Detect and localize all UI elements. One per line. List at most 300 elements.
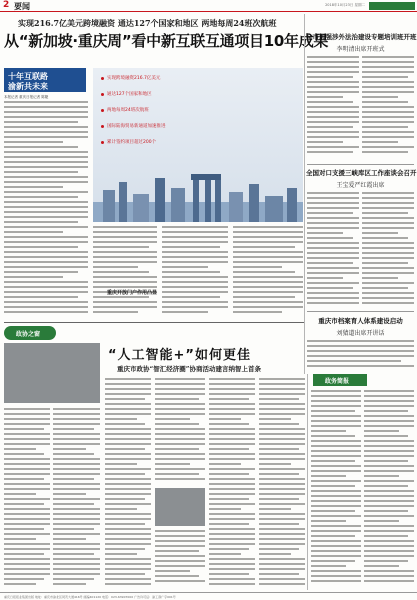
body-text-line bbox=[307, 277, 343, 279]
body-text-line bbox=[364, 525, 414, 527]
body-text-line bbox=[209, 393, 255, 395]
body-text-line bbox=[4, 443, 50, 445]
body-text-line bbox=[311, 460, 355, 462]
body-text-line bbox=[105, 448, 145, 450]
body-text-line bbox=[259, 448, 299, 450]
body-text-line bbox=[4, 508, 50, 510]
body-text-line bbox=[233, 276, 303, 278]
body-text-line bbox=[364, 520, 399, 522]
body-text-line bbox=[93, 271, 149, 273]
body-text-line bbox=[4, 458, 50, 460]
body-text-line bbox=[162, 276, 228, 278]
body-text-line bbox=[53, 533, 100, 535]
body-text-line bbox=[259, 478, 305, 480]
banner-line2: 渝新共未来 bbox=[8, 82, 48, 91]
body-text-line bbox=[307, 146, 359, 148]
lead-body-col3 bbox=[162, 226, 228, 320]
body-text-line bbox=[105, 468, 151, 470]
body-text-line bbox=[105, 453, 151, 455]
bottom-subtitle: 重庆市政协“智汇经济圈”协商活动建言纳智上首条 bbox=[117, 365, 261, 373]
body-text-line bbox=[364, 410, 408, 412]
body-text-line bbox=[162, 246, 220, 248]
body-text-line bbox=[53, 408, 100, 410]
body-text-line bbox=[362, 227, 414, 229]
body-text-line bbox=[4, 533, 50, 535]
body-text-line bbox=[362, 91, 414, 93]
body-text-line bbox=[362, 141, 398, 143]
body-text-line bbox=[155, 560, 205, 562]
body-text-line bbox=[155, 413, 205, 415]
body-text-line bbox=[311, 505, 361, 507]
body-text-line bbox=[307, 267, 359, 269]
body-text-line bbox=[311, 525, 361, 527]
body-text-line bbox=[307, 232, 343, 234]
body-text-line bbox=[307, 217, 359, 219]
body-text-line bbox=[209, 448, 249, 450]
body-text-line bbox=[53, 578, 94, 580]
body-text-line bbox=[4, 271, 78, 273]
body-text-line bbox=[209, 573, 249, 575]
body-text-line bbox=[259, 453, 305, 455]
body-text-line bbox=[364, 405, 414, 407]
body-text-line bbox=[155, 403, 205, 405]
body-text-line bbox=[364, 460, 408, 462]
body-text-line bbox=[311, 550, 361, 552]
body-text-line bbox=[4, 226, 88, 228]
body-text-line bbox=[162, 271, 220, 273]
body-text-line bbox=[162, 311, 208, 313]
body-text-line bbox=[307, 252, 359, 254]
body-text-line bbox=[259, 558, 305, 560]
body-text-line bbox=[307, 121, 359, 123]
info-item-1: 实现跨境融资216.7亿美元 bbox=[107, 76, 161, 81]
body-text-line bbox=[259, 433, 305, 435]
body-text-line bbox=[155, 453, 205, 455]
body-text-line bbox=[364, 395, 414, 397]
body-text-line bbox=[155, 575, 199, 577]
body-text-line bbox=[4, 256, 88, 258]
body-text-line bbox=[4, 311, 88, 313]
body-text-line bbox=[362, 267, 414, 269]
body-text-line bbox=[162, 266, 208, 268]
body-text-line bbox=[4, 558, 50, 560]
body-text-line bbox=[105, 393, 151, 395]
body-text-line bbox=[105, 423, 145, 425]
body-text-line bbox=[209, 518, 255, 520]
body-text-line bbox=[93, 306, 157, 308]
info-item-5: 累计签约项目超过200个 bbox=[107, 140, 157, 145]
body-text-line bbox=[311, 420, 361, 422]
body-text-line bbox=[162, 281, 228, 283]
body-text-line bbox=[362, 61, 414, 63]
body-text-line bbox=[4, 136, 88, 138]
body-text-line bbox=[311, 410, 355, 412]
body-text-line bbox=[362, 297, 414, 299]
body-text-line bbox=[307, 66, 359, 68]
body-text-line bbox=[53, 553, 94, 555]
body-text-line bbox=[233, 296, 295, 298]
body-text-line bbox=[307, 257, 359, 259]
body-text-line bbox=[53, 463, 100, 465]
body-text-line bbox=[105, 428, 151, 430]
body-text-line bbox=[93, 236, 157, 238]
body-text-line bbox=[259, 488, 305, 490]
body-text-line bbox=[162, 286, 228, 288]
body-text-line bbox=[155, 398, 199, 400]
body-text-line bbox=[364, 470, 414, 472]
body-text-line bbox=[4, 453, 44, 455]
bottom-body-col2 bbox=[53, 408, 100, 588]
body-text-line bbox=[311, 530, 361, 532]
section-divider bbox=[4, 322, 304, 323]
body-text-line bbox=[162, 251, 228, 253]
body-text-line bbox=[259, 423, 299, 425]
body-text-line bbox=[362, 106, 414, 108]
body-text-line bbox=[105, 483, 151, 485]
body-text-line bbox=[4, 548, 50, 550]
gov-brief-col2 bbox=[364, 390, 414, 588]
body-text-line bbox=[307, 292, 359, 294]
body-text-line bbox=[4, 191, 88, 193]
body-text-line bbox=[364, 560, 408, 562]
body-text-line bbox=[4, 493, 36, 495]
right-story1-body-a bbox=[307, 56, 359, 160]
body-text-line bbox=[155, 540, 205, 542]
body-text-line bbox=[209, 578, 255, 580]
body-text-line bbox=[162, 296, 220, 298]
body-text-line bbox=[209, 418, 241, 420]
body-text-line bbox=[364, 475, 399, 477]
body-text-line bbox=[259, 428, 305, 430]
body-text-line bbox=[209, 523, 249, 525]
body-text-line bbox=[155, 463, 190, 465]
body-text-line bbox=[311, 440, 361, 442]
body-text-line bbox=[155, 423, 199, 425]
body-text-line bbox=[259, 543, 305, 545]
gov-brief-badge bbox=[313, 374, 367, 386]
body-text-line bbox=[4, 151, 88, 153]
body-text-line bbox=[233, 241, 303, 243]
lead-body-col2 bbox=[93, 226, 157, 320]
body-text-line bbox=[209, 403, 255, 405]
body-text-line bbox=[105, 478, 151, 480]
banner-line1: 十年互联路 bbox=[8, 72, 48, 81]
body-text-line bbox=[209, 398, 249, 400]
lead-kicker: 实现216.7亿美元跨境融资 通达127个国家和地区 两地每周24班次航班 bbox=[18, 18, 277, 28]
body-text-line bbox=[155, 535, 205, 537]
body-text-line bbox=[362, 126, 408, 128]
body-text-line bbox=[4, 241, 88, 243]
body-text-line bbox=[93, 301, 157, 303]
body-text-line bbox=[209, 468, 255, 470]
body-text-line bbox=[307, 207, 359, 209]
body-text-line bbox=[4, 231, 63, 233]
body-text-line bbox=[364, 570, 414, 572]
body-text-line bbox=[362, 101, 408, 103]
body-text-line bbox=[4, 523, 50, 525]
body-text-line bbox=[364, 430, 399, 432]
body-text-line bbox=[362, 292, 414, 294]
body-text-line bbox=[307, 131, 359, 133]
body-text-line bbox=[209, 563, 255, 565]
page-footer bbox=[0, 592, 417, 600]
body-text-line bbox=[53, 523, 100, 525]
body-text-line bbox=[155, 448, 199, 450]
body-text-line bbox=[4, 106, 88, 108]
body-text-line bbox=[155, 408, 205, 410]
body-text-line bbox=[364, 455, 414, 457]
body-text-line bbox=[105, 413, 151, 415]
body-text-line bbox=[155, 428, 205, 430]
body-text-line bbox=[259, 493, 305, 495]
body-text-line bbox=[307, 116, 359, 118]
body-text-line bbox=[4, 196, 78, 198]
body-text-line bbox=[105, 558, 151, 560]
body-text-line bbox=[364, 465, 414, 467]
body-text-line bbox=[311, 400, 361, 402]
body-text-line bbox=[162, 226, 228, 228]
body-text-line bbox=[233, 306, 303, 308]
body-text-line bbox=[162, 236, 228, 238]
header-tag bbox=[369, 2, 415, 10]
body-text-line bbox=[209, 568, 255, 570]
body-text-line bbox=[259, 458, 305, 460]
body-text-line bbox=[162, 306, 228, 308]
body-text-line bbox=[362, 252, 414, 254]
body-text-line bbox=[53, 558, 100, 560]
body-text-line bbox=[362, 232, 398, 234]
body-text-line bbox=[105, 433, 151, 435]
body-text-line bbox=[311, 455, 361, 457]
footer-text: 重庆日报报业集团出版 地址：重庆市渝北区同茂大道416号 邮编401120 电话：023-63907000 广告许可证：渝工商广字001号 bbox=[4, 595, 176, 599]
body-text-line bbox=[209, 513, 255, 515]
body-text-line bbox=[362, 262, 408, 264]
body-text-line bbox=[259, 513, 305, 515]
body-text-line bbox=[209, 428, 255, 430]
body-text-line bbox=[311, 395, 361, 397]
body-text-line bbox=[4, 438, 50, 440]
info-bullet bbox=[101, 141, 104, 144]
body-text-line bbox=[93, 246, 149, 248]
body-text-line bbox=[364, 435, 408, 437]
body-text-line bbox=[105, 503, 151, 505]
bottom-photo-2 bbox=[155, 488, 205, 526]
body-text-line bbox=[307, 282, 359, 284]
body-text-line bbox=[53, 518, 100, 520]
body-text-line bbox=[4, 286, 88, 288]
body-text-line bbox=[105, 553, 137, 555]
body-text-line bbox=[4, 433, 50, 435]
lead-infographic bbox=[93, 68, 303, 222]
body-text-line bbox=[93, 226, 157, 228]
body-text-line bbox=[4, 553, 44, 555]
body-text-line bbox=[93, 261, 157, 263]
body-text-line bbox=[53, 573, 100, 575]
body-text-line bbox=[233, 256, 303, 258]
body-text-line bbox=[4, 176, 88, 178]
body-text-line bbox=[209, 408, 255, 410]
body-text-line bbox=[364, 425, 414, 427]
body-text-line bbox=[209, 378, 255, 380]
body-text-line bbox=[105, 528, 151, 530]
body-text-line bbox=[362, 222, 414, 224]
body-text-line bbox=[209, 503, 255, 505]
body-text-line bbox=[4, 276, 63, 278]
body-text-line bbox=[362, 111, 414, 113]
body-text-line bbox=[311, 535, 355, 537]
body-text-line bbox=[364, 440, 414, 442]
body-text-line bbox=[4, 116, 88, 118]
body-text-line bbox=[311, 575, 361, 577]
body-text-line bbox=[53, 503, 94, 505]
body-text-line bbox=[105, 398, 145, 400]
body-text-line bbox=[311, 490, 361, 492]
body-text-line bbox=[4, 478, 44, 480]
body-text-line bbox=[155, 555, 205, 557]
body-text-line bbox=[233, 286, 303, 288]
body-text-line bbox=[209, 463, 241, 465]
info-item-4: 国际陆海贸易新通道加速推进 bbox=[107, 124, 166, 129]
body-text-line bbox=[93, 286, 157, 288]
body-text-line bbox=[162, 301, 228, 303]
body-text-line bbox=[233, 251, 303, 253]
body-text-line bbox=[4, 498, 50, 500]
body-text-line bbox=[307, 126, 353, 128]
body-text-line bbox=[311, 465, 361, 467]
body-text-line bbox=[362, 212, 408, 214]
body-text-line bbox=[259, 388, 305, 390]
body-text-line bbox=[233, 246, 295, 248]
body-text-line bbox=[209, 383, 255, 385]
body-text-line bbox=[362, 272, 414, 274]
body-text-line bbox=[259, 413, 305, 415]
body-text-line bbox=[259, 408, 305, 410]
body-text-line bbox=[364, 495, 414, 497]
body-text-line bbox=[259, 533, 305, 535]
body-text-line bbox=[362, 146, 414, 148]
body-text-line bbox=[209, 443, 255, 445]
body-text-line bbox=[362, 237, 408, 239]
body-text-line bbox=[307, 141, 343, 143]
body-text-line bbox=[93, 311, 138, 313]
body-text-line bbox=[4, 251, 88, 253]
body-text-line bbox=[4, 171, 78, 173]
info-bullet bbox=[101, 93, 104, 96]
body-text-line bbox=[209, 413, 255, 415]
body-text-line bbox=[311, 515, 361, 517]
body-text-line bbox=[362, 277, 398, 279]
body-text-line bbox=[259, 548, 299, 550]
body-text-line bbox=[307, 302, 359, 304]
body-text-line bbox=[4, 413, 50, 415]
body-text-line bbox=[105, 473, 145, 475]
body-text-line bbox=[307, 272, 359, 274]
body-text-line bbox=[162, 261, 228, 263]
body-text-line bbox=[311, 430, 346, 432]
body-text-line bbox=[362, 56, 414, 58]
body-text-line bbox=[155, 378, 205, 380]
body-text-line bbox=[307, 222, 359, 224]
body-text-line bbox=[307, 106, 359, 108]
body-text-line bbox=[364, 540, 414, 542]
body-text-line bbox=[259, 378, 305, 380]
body-text-line bbox=[364, 445, 414, 447]
body-text-line bbox=[4, 301, 88, 303]
body-text-line bbox=[93, 251, 157, 253]
body-text-line bbox=[364, 545, 414, 547]
body-text-line bbox=[362, 247, 414, 249]
body-text-line bbox=[105, 523, 145, 525]
body-text-line bbox=[259, 538, 305, 540]
body-text-line bbox=[155, 383, 205, 385]
body-text-line bbox=[364, 415, 414, 417]
body-text-line bbox=[364, 535, 408, 537]
body-text-line bbox=[4, 266, 88, 268]
divider bbox=[307, 311, 414, 312]
body-text-line bbox=[4, 408, 50, 410]
right-story3-title: 重庆市档案育人体系建设启动 bbox=[318, 317, 403, 325]
bottom-body-col1 bbox=[4, 408, 50, 588]
body-text-line bbox=[311, 510, 355, 512]
body-text-line bbox=[209, 388, 255, 390]
body-text-line bbox=[4, 296, 78, 298]
body-text-line bbox=[209, 458, 255, 460]
body-text-line bbox=[105, 403, 151, 405]
body-text-line bbox=[53, 438, 100, 440]
body-text-line bbox=[311, 485, 355, 487]
body-text-line bbox=[364, 400, 414, 402]
body-text-line bbox=[4, 563, 50, 565]
body-text-line bbox=[311, 495, 361, 497]
body-text-line bbox=[362, 242, 414, 244]
body-text-line bbox=[4, 528, 44, 530]
body-text-line bbox=[209, 453, 255, 455]
body-text-line bbox=[209, 493, 255, 495]
body-text-line bbox=[4, 513, 50, 515]
body-text-line bbox=[4, 468, 50, 470]
body-text-line bbox=[53, 528, 94, 530]
body-text-line bbox=[105, 388, 151, 390]
body-text-line bbox=[311, 445, 361, 447]
body-text-line bbox=[53, 458, 100, 460]
body-text-line bbox=[362, 197, 414, 199]
right-story1-body-b bbox=[362, 56, 414, 160]
body-text-line bbox=[4, 261, 88, 263]
body-text-line bbox=[4, 186, 63, 188]
info-bullet bbox=[101, 77, 104, 80]
body-text-line bbox=[4, 206, 88, 208]
lead-banner bbox=[4, 68, 86, 92]
body-text-line bbox=[259, 498, 299, 500]
body-text-line bbox=[209, 423, 249, 425]
body-text-line bbox=[155, 393, 205, 395]
body-text-line bbox=[4, 161, 88, 163]
body-text-line bbox=[53, 583, 86, 585]
body-text-line bbox=[209, 488, 255, 490]
body-text-line bbox=[209, 478, 255, 480]
body-text-line bbox=[162, 256, 228, 258]
gov-brief-col1 bbox=[311, 390, 361, 588]
body-text-line bbox=[4, 483, 50, 485]
body-text-line bbox=[4, 221, 78, 223]
bottom-body-col4 bbox=[155, 378, 205, 484]
body-text-line bbox=[53, 498, 100, 500]
body-text-line bbox=[362, 131, 414, 133]
right-story2-body-a bbox=[307, 192, 359, 308]
body-text-line bbox=[311, 560, 355, 562]
divider bbox=[307, 164, 414, 165]
right-story1-sub: 李明清出席开班式 bbox=[336, 46, 385, 53]
